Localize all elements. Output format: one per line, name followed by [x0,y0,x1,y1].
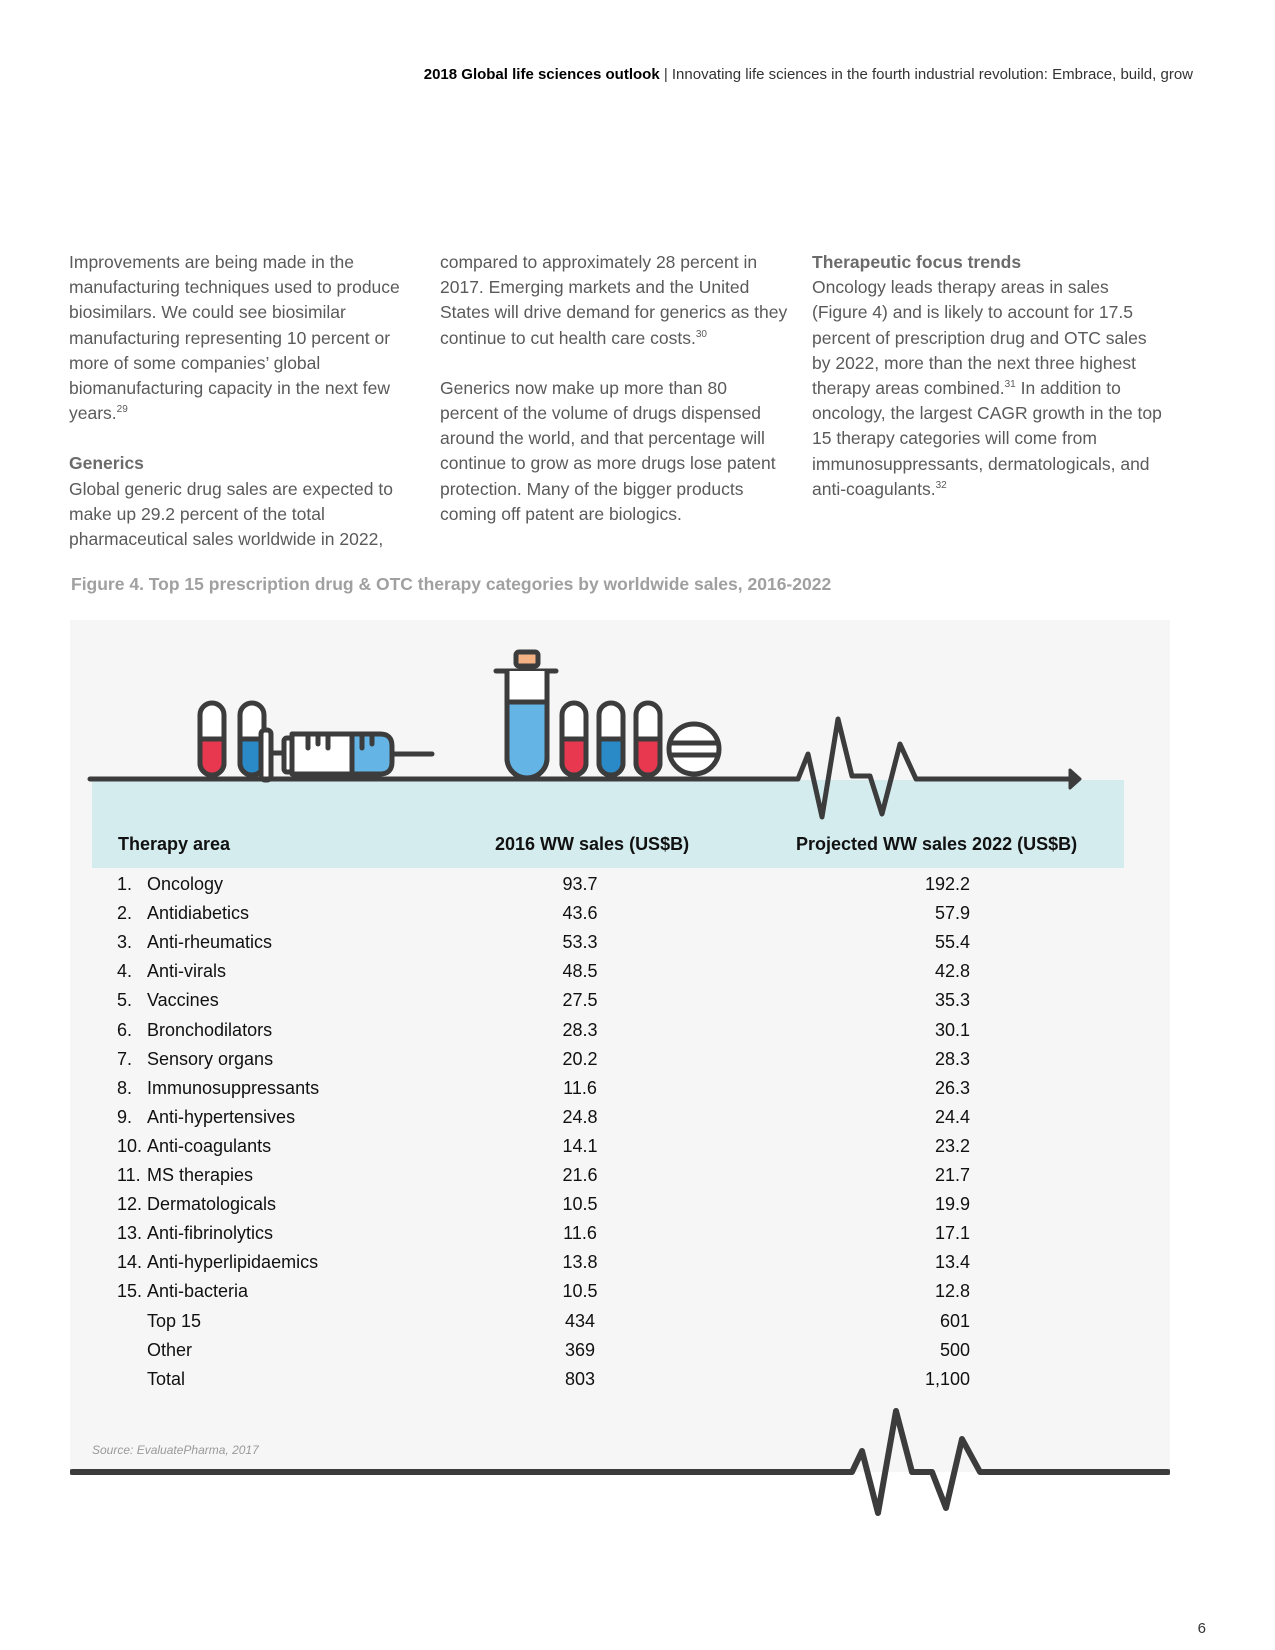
sales-2016-cell: 24.8 [562,1106,598,1127]
figure-caption: Figure 4. Top 15 prescription drug & OTC therapy categories by worldwide sales, 2016-2022 [71,574,832,594]
column-header-2022-sales: Projected WW sales 2022 (US$B) [796,834,1078,854]
therapy-area-cell: Anti-fibrinolytics [147,1223,274,1244]
sales-2022-cell: 55.4 [934,932,970,953]
generics-paragraph: Global generic drug sales are expected to make up 29.2 percent of the total pharmaceutical sales worldwide in 2022, [69,478,393,550]
therapeutic-focus-heading: Therapeutic focus trends [812,252,1022,272]
report-subtitle: | Innovating life sciences in the fourth industrial revolution: Embrace, build, grow [659,66,1193,83]
therapy-area-cell: Anti-rheumatics [147,932,273,953]
therapy-area-cell: Immunosuppressants [147,1077,320,1098]
therapeutic-focus-paragraph: Oncology leads therapy areas in sales (Figure 4) and is likely to account for 17.5 percent of prescription drug and OTC sales by 2022, more than the next three highest therapy areas combined.$^{31}$ In addition to oncology, the largest CAGR growth in the top 15 therapy categories will come from immunosuppressants, dermatologicals, and anti-coagulants.$^{32}$ [812,277,1162,499]
table-row [0,1107,1275,1136]
sales-2022-cell: 192.2 [924,874,970,894]
sales-2022-cell: 13.4 [934,1252,970,1273]
table-row [0,1252,1275,1281]
sales-2016-cell: 53.3 [562,932,598,953]
row-rank: 1. [117,874,133,894]
sales-2022-cell: 601 [939,1310,970,1331]
column-header-therapy-area: Therapy area [118,834,231,854]
table-row [0,932,1275,961]
row-rank: 2. [117,903,133,924]
row-rank: 7. [117,1048,133,1069]
sales-2022-cell: 35.3 [934,990,970,1011]
table-row [0,961,1275,990]
row-rank: 8. [117,1077,133,1098]
medical-illustration [70,620,1170,840]
sales-2016-cell: 48.5 [562,961,598,982]
row-rank: 6. [117,1019,133,1040]
table-row [0,903,1275,932]
sales-2016-cell: 14.1 [562,1135,598,1156]
sales-2022-cell: 30.1 [934,1019,970,1040]
sales-2022-cell: 26.3 [934,1077,970,1098]
sales-2016-cell: 11.6 [563,1223,597,1244]
row-rank: 10. [117,1135,143,1156]
sales-2022-cell: 500 [939,1339,970,1360]
sales-2022-cell: 19.9 [934,1194,970,1215]
therapy-area-cell: Total [147,1368,186,1389]
sales-2016-cell: 20.2 [562,1048,598,1069]
sales-2016-cell: 27.5 [562,990,598,1011]
therapy-area-cell: Vaccines [147,990,219,1011]
row-rank: 12. [117,1194,143,1215]
test-tube-icon [496,652,556,778]
table-row [0,1369,1275,1398]
therapy-area-cell: Bronchodilators [147,1019,273,1040]
therapy-area-cell: Anti-bacteria [147,1281,249,1302]
sales-2022-cell: 23.2 [934,1135,970,1156]
therapy-area-cell: Dermatologicals [147,1194,277,1215]
sales-2016-cell: 10.5 [562,1281,598,1302]
capsule-icon [562,703,586,775]
row-rank: 13. [117,1223,143,1244]
report-title: 2018 Global life sciences outlook [423,66,660,83]
table-row [0,874,1275,903]
sales-2016-cell: 13.8 [562,1252,598,1273]
table-row [0,1340,1275,1369]
table-row [0,990,1275,1019]
table-row [0,1281,1275,1310]
therapy-area-cell: Other [147,1339,193,1360]
row-rank: 4. [117,961,133,982]
therapy-area-cell: Anti-virals [147,961,227,982]
sales-2016-cell: 11.6 [563,1077,597,1098]
generics-heading: Generics [69,453,144,474]
row-rank: 9. [117,1106,133,1127]
table-row [0,1049,1275,1078]
biosimilars-paragraph: Improvements are being made in the manufacturing techniques used to produce biosimilars. We could see biosimilar manufacturing representing 10 percent or more of some companies’ global biomanufacturing capacity in the next few years.$^{29}$ [69,252,400,424]
text-column-1 [69,250,419,552]
heartbeat-line [72,1411,1168,1513]
sales-2022-cell: 12.8 [934,1281,970,1302]
therapy-area-cell: Antidiabetics [147,903,250,924]
therapy-area-cell: Sensory organs [147,1048,274,1069]
therapy-area-cell: MS therapies [147,1165,254,1185]
table-row [0,1223,1275,1252]
sales-2016-cell: 803 [564,1368,596,1389]
bottom-heartbeat-illustration [70,1395,1170,1525]
therapy-area-cell: Anti-hyperlipidaemics [147,1252,319,1273]
capsule-icon [636,703,660,775]
tablet-pill-icon [669,724,719,774]
table-row [0,1194,1275,1223]
therapy-area-cell: Anti-coagulants [147,1135,272,1156]
sales-2016-cell: 369 [564,1339,596,1360]
arrow-head-icon [1070,770,1080,788]
text-column-2 [440,250,790,527]
therapy-area-cell: Anti-hypertensives [147,1106,296,1127]
row-rank: 5. [117,990,133,1011]
sales-2022-cell: 42.8 [934,961,970,982]
sales-2016-cell: 10.5 [562,1194,598,1215]
row-rank: 3. [117,932,133,953]
capsule-icon [200,703,224,775]
figure-source: Source: EvaluatePharma, 2017 [92,1443,259,1457]
table-row [0,1136,1275,1165]
therapy-area-cell: Top 15 [147,1310,202,1331]
column-header-2016-sales: 2016 WW sales (US$B) [495,834,690,854]
table-row [0,1020,1275,1049]
row-rank: 15. [117,1281,143,1302]
sales-2016-cell: 43.6 [562,903,598,924]
sales-2022-cell: 17.1 [934,1223,970,1244]
table-row [0,1165,1275,1194]
sales-2016-cell: 28.3 [562,1019,598,1040]
table-row [0,1311,1275,1340]
therapy-area-cell: Oncology [147,874,224,894]
row-rank: 14. [117,1252,143,1273]
sales-2022-cell: 24.4 [934,1106,970,1127]
page-header [424,66,1193,83]
generics-volume-paragraph: Generics now make up more than 80 percent of the volume of drugs dispensed around the world, and that percentage will continue to grow as more drugs lose patent protection. Many of the bigger products coming off patent are biologics. [440,377,776,524]
text-column-3 [812,250,1162,502]
sales-2022-cell: 57.9 [934,903,970,924]
generics-continued-paragraph: compared to approximately 28 percent in 2017. Emerging markets and the United States will drive demand for generics as they continue to cut health care costs.$^{30}$ [440,252,788,348]
row-rank: 11. [117,1165,141,1185]
table-row [0,1078,1275,1107]
sales-2016-cell: 21.6 [562,1165,598,1185]
capsule-icon [599,703,623,775]
syringe-icon [261,730,432,780]
sales-2016-cell: 434 [564,1310,596,1331]
sales-2022-cell: 28.3 [934,1048,970,1069]
sales-2022-cell: 1,100 [924,1368,970,1389]
sales-2016-cell: 93.7 [562,874,598,894]
sales-2022-cell: 21.7 [934,1165,970,1185]
page-number: 6 [1197,1620,1206,1637]
